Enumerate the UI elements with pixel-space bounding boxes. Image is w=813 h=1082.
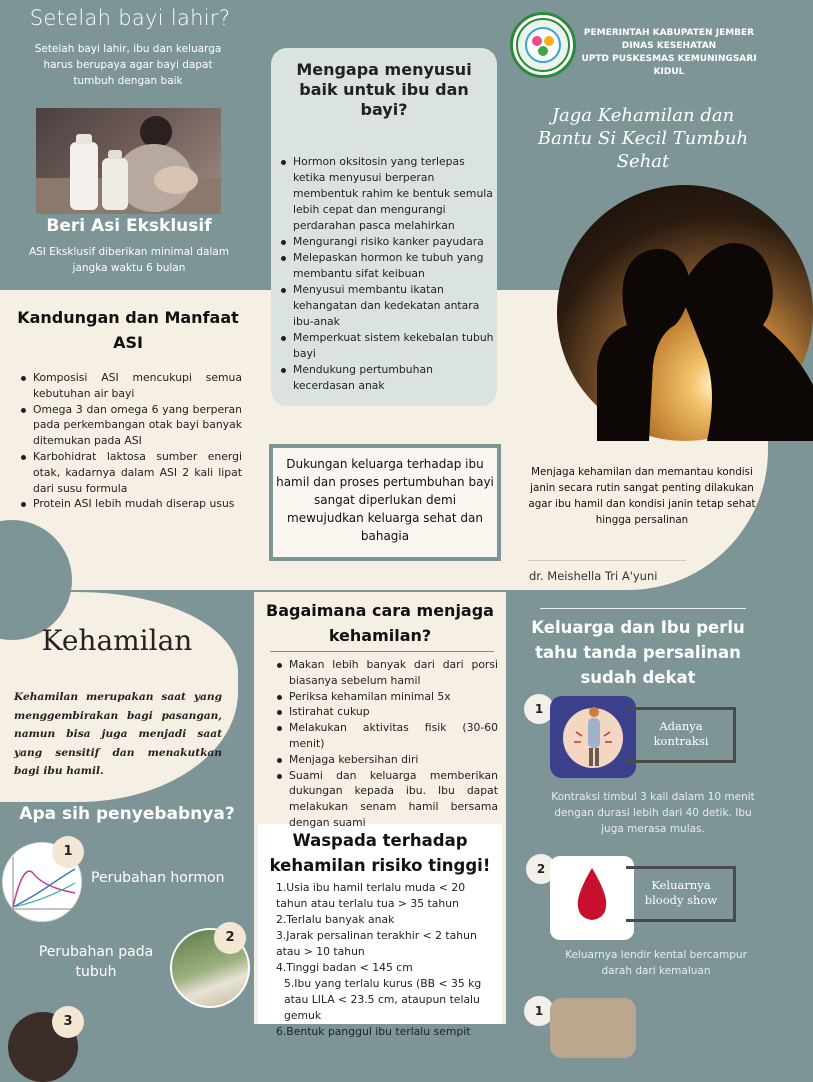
cause-number-2: 2 <box>214 922 246 954</box>
list-item: Mengurangi risiko kanker payudara <box>280 234 494 250</box>
sign-number-3: 1 <box>524 996 554 1026</box>
org-line-2: DINAS KESEHATAN <box>621 41 717 51</box>
blood-drop-illustration <box>550 856 634 940</box>
list-item: 6.Bentuk panggul ibu terlalu sempit <box>276 1025 471 1038</box>
sign-label-1: Adanya kontraksi <box>653 719 709 748</box>
bagaimana-list <box>276 657 498 831</box>
bagaimana-divider <box>270 651 494 652</box>
list-item: Menjaga kebersihan diri <box>276 752 498 768</box>
list-item: Omega 3 dan omega 6 yang berperan pada perkembangan otak bayi banyak ditemukan pada ASI <box>20 402 242 449</box>
kehamilan-text: Kehamilan merupakan saat yang menggembirakan bagi pasangan, namun bisa juga menjadi saat yang sensitif dan menakutkan bagi ibu hamil. <box>14 691 222 777</box>
kandungan-title: Kandungan dan Manfaat ASI <box>17 308 239 352</box>
sign-desc-1: Kontraksi timbul 3 kali dalam 10 menit dengan durasi lebih dari 40 detik. Ibu juga merasa mulas. <box>551 791 755 835</box>
org-line-1: PEMERINTAH KABUPATEN JEMBER <box>583 28 755 38</box>
cause-label-2: Perubahan pada tubuh <box>38 944 154 980</box>
breastfeeding-photo <box>36 108 221 214</box>
org-line-3: UPTD PUSKESMAS KEMUNINGSARI KIDUL <box>581 54 757 77</box>
cause-number-3: 3 <box>52 1006 84 1038</box>
waspada-list <box>276 880 498 1040</box>
list-item: 4.Tinggi badan < 145 cm <box>276 961 413 974</box>
list-item: 2.Terlalu banyak anak <box>276 913 395 926</box>
setelah-text: Setelah bayi lahir, ibu dan keluarga harus berupaya agar bayi dapat tumbuh dengan baik <box>34 43 222 87</box>
cause-number-1: 1 <box>52 836 84 868</box>
persalinan-divider <box>540 608 746 609</box>
list-item: Memperkuat sistem kekebalan tubuh bayi <box>280 330 494 362</box>
sign-desc-2: Keluarnya lendir kental bercampur darah dari kemaluan <box>565 949 747 977</box>
waspada-title: Waspada terhadap kehamilan risiko tinggi! <box>269 831 491 875</box>
kehamilan-title: Kehamilan <box>41 624 193 657</box>
author-name: dr. Meishella Tri A'yuni <box>529 569 658 583</box>
puskesmas-logo <box>510 12 576 78</box>
list-item: Suami dan keluarga memberikan dukungan kepada ibu. Ibu dapat melakukan senam hamil bersama dengan suami <box>276 768 498 831</box>
tagline: Jaga Kehamilan dan Bantu Si Kecil Tumbuh Sehat <box>537 105 749 172</box>
list-item: Mendukung pertumbuhan kecerdasan anak <box>280 362 494 394</box>
bagaimana-title: Bagaimana cara menjaga kehamilan? <box>266 601 494 645</box>
signature-divider <box>528 560 686 561</box>
asi-eksklusif-text: ASI Eksklusif diberikan minimal dalam jangka waktu 6 bulan <box>28 246 230 274</box>
mengapa-title: Mengapa menyusui baik untuk ibu dan bayi? <box>296 60 472 119</box>
sign-number-1: 1 <box>524 694 554 724</box>
list-item: Menyusui membantu ikatan kehangatan dan kedekatan antara ibu-anak <box>280 282 494 330</box>
contraction-illustration <box>550 696 636 778</box>
sign-3-illustration <box>550 998 636 1058</box>
dukungan-text: Dukungan keluarga terhadap ibu hamil dan proses pertumbuhan bayi sangat diperlukan demi mewujudkan keluarga sehat dan bahagia <box>276 457 494 543</box>
couple-silhouette-photo <box>557 185 813 441</box>
list-item: Karbohidrat laktosa sumber energi otak, kadarnya dalam ASI 2 kali lipat dari susu formula <box>20 449 242 496</box>
list-item: 5.Ibu yang terlalu kurus (BB < 35 kg atau LILA < 23.5 cm, ataupun telalu gemuk <box>284 977 482 1022</box>
list-item: Makan lebih banyak dari dari porsi biasanya sebelum hamil <box>276 657 498 689</box>
cause-label-1: Perubahan hormon <box>91 870 225 886</box>
sign-tag-1 <box>626 707 736 765</box>
sign-number-2: 2 <box>526 854 556 884</box>
list-item: Protein ASI lebih mudah diserap usus <box>20 496 242 512</box>
setelah-title: Setelah bayi lahir? <box>29 6 231 30</box>
list-item: 3.Jarak persalinan terakhir < 2 tahun atau > 10 tahun <box>276 929 477 958</box>
sign-label-2: Keluarnya bloody show <box>644 878 718 907</box>
list-item: Istirahat cukup <box>276 704 498 720</box>
organization-name <box>576 27 762 79</box>
list-item: Melepaskan hormon ke tubuh yang membantu sifat keibuan <box>280 250 494 282</box>
persalinan-title: Keluarga dan Ibu perlu tahu tanda persalinan sudah dekat <box>531 618 745 687</box>
list-item: Komposisi ASI mencukupi semua kebutuhan air bayi <box>20 370 242 402</box>
list-item: Hormon oksitosin yang terlepas ketika menyusui berperan membentuk rahim ke bentuk semula lebih cepat dan mengurangi perdarahan pasca melahirkan <box>280 154 494 234</box>
asi-eksklusif-title: Beri Asi Eksklusif <box>46 216 212 236</box>
sign-tag-2 <box>626 866 736 924</box>
penyebab-title: Apa sih penyebabnya? <box>19 804 235 824</box>
list-item: Melakukan aktivitas fisik (30-60 menit) <box>276 720 498 752</box>
list-item: 1.Usia ibu hamil terlalu muda < 20 tahun atau terlalu tua > 35 tahun <box>276 881 466 910</box>
kandungan-list <box>20 370 242 512</box>
caption-text: Menjaga kehamilan dan memantau kondisi janin secara rutin sangat penting dilakukan agar ibu hamil dan kondisi janin tetap sehat hingga persalinan <box>528 466 756 526</box>
mengapa-list <box>280 154 494 394</box>
list-item: Periksa kehamilan minimal 5x <box>276 689 498 705</box>
